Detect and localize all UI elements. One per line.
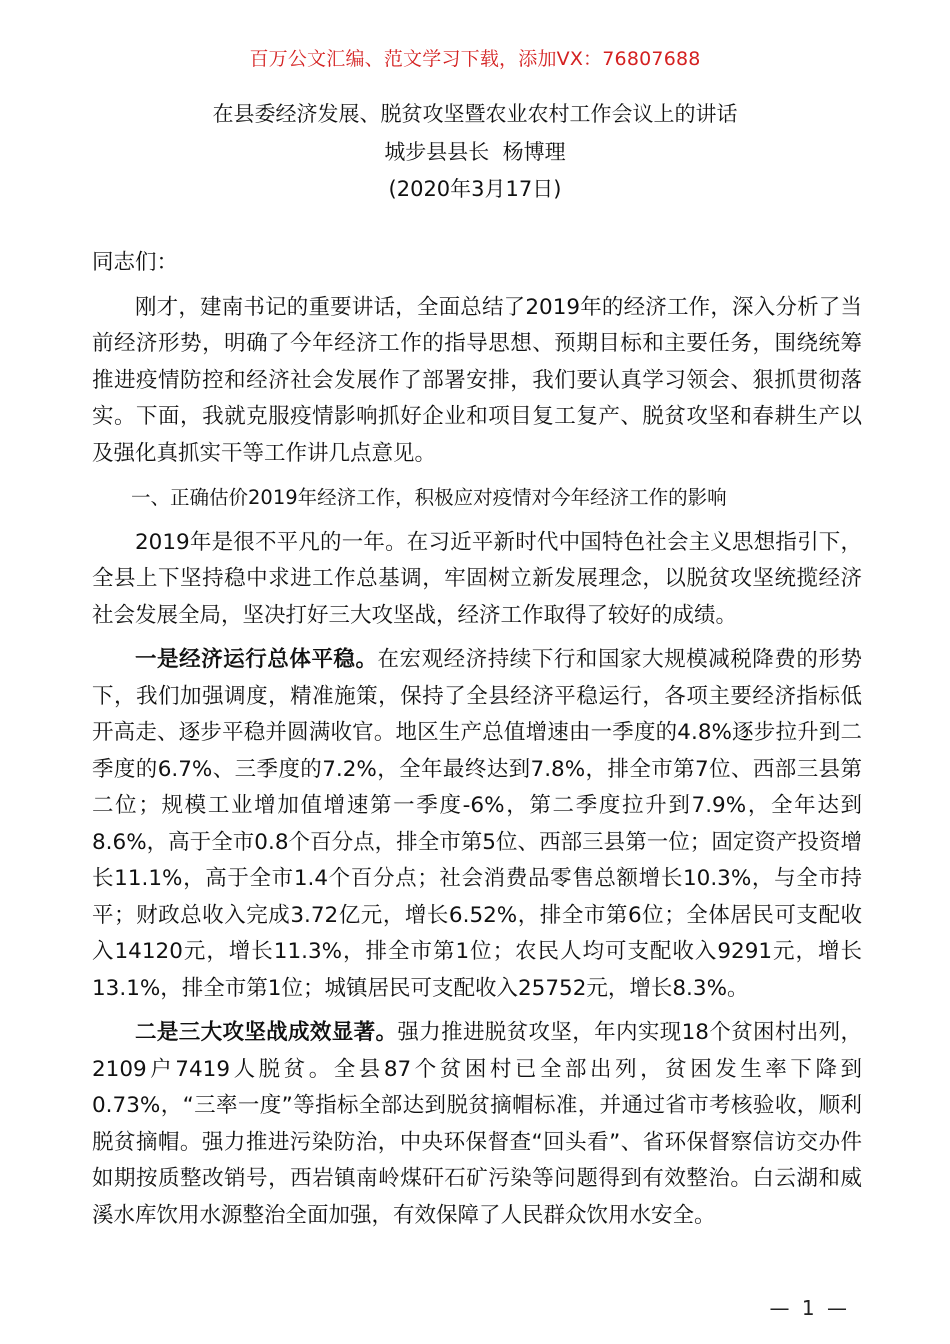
- paragraph-2019-summary: 2019年是很不平凡的一年。在习近平新时代中国特色社会主义思想指引下，全县上下坚持稳中求进工作总基调，牢固树立新发展理念，以脱贫攻坚统揽经济社会发展全局，坚决打好三大攻坚战，经济工作取得了较好的成绩。: [92, 529, 862, 628]
- paragraph-battles-text: 强力推进脱贫攻坚，年内实现18个贫困村出列，2109户7419人脱贫。全县87个贫困村已全部出列，贫困发生率下降到0.73%，“三率一度”等指标全部达到脱贫摘帽标准，并通过省市考核验收，顺利脱贫摘帽。强力推进污染防治，中央环保督查“回头看”、省环保督察信访交办件如期按质整改销号，西岩镇南岭煤矸石矿污染等问题得到有效整治。白云湖和威溪水库饮用水源整治全面加强，有效保障了人民群众饮用水安全。: [92, 1020, 862, 1228]
- promo-banner: 百万公文汇编、范文学习下载，添加VX：76807688: [249, 48, 701, 70]
- paragraph-battles-lead: 二是三大攻坚战成效显著。: [135, 1020, 398, 1045]
- paragraph-battles: [92, 1015, 862, 1234]
- page-number: — 1 —: [769, 1296, 850, 1320]
- speech-date: (2020年3月17日): [388, 177, 562, 201]
- salutation: 同志们：: [92, 250, 179, 275]
- speaker-line: 城步县县长 杨博理: [384, 140, 566, 164]
- paragraph-economy: [92, 642, 862, 1007]
- speech-title: 在县委经济发展、脱贫攻坚暨农业农村工作会议上的讲话: [212, 102, 738, 126]
- speech-body: [92, 245, 862, 1234]
- section-heading-1: 一、正确估价2019年经济工作，积极应对疫情对今年经济工作的影响: [131, 486, 727, 509]
- paragraph-intro: 刚才，建南书记的重要讲话，全面总结了2019年的经济工作，深入分析了当前经济形势，明确了今年经济工作的指导思想、预期目标和主要任务，围绕统筹推进疫情防控和经济社会发展作了部署安排，我们要认真学习领会、狠抓贯彻落实。下面，我就克服疫情影响抓好企业和项目复工复产、脱贫攻坚和春耕生产以及强化真抓实干等工作讲几点意见。: [92, 294, 862, 466]
- paragraph-economy-text: 在宏观经济持续下行和国家大规模减税降费的形势下，我们加强调度，精准施策，保持了全县经济平稳运行，各项主要经济指标低开高走、逐步平稳并圆满收官。地区生产总值增速由一季度的4.8%逐步拉升到二季度的6.7%、三季度的7.2%，全年最终达到7.8%，排全市第7位、西部三县第二位；规模工业增加值增速第一季度-6%，第二季度拉升到7.9%，全年达到8.6%，高于全市0.8个百分点，排全市第5位、西部三县第一位；固定资产投资增长11.1%，高于全市1.4个百分点；社会消费品零售总额增长10.3%，与全市持平；财政总收入完成3.72亿元，增长6.52%，排全市第6位；全体居民可支配收入14120元，增长11.3%，排全市第1位；农民人均可支配收入9291元，增长13.1%，排全市第1位；城镇居民可支配收入25752元，增长8.3%。: [92, 647, 862, 1001]
- paragraph-economy-lead: 一是经济运行总体平稳。: [135, 647, 378, 672]
